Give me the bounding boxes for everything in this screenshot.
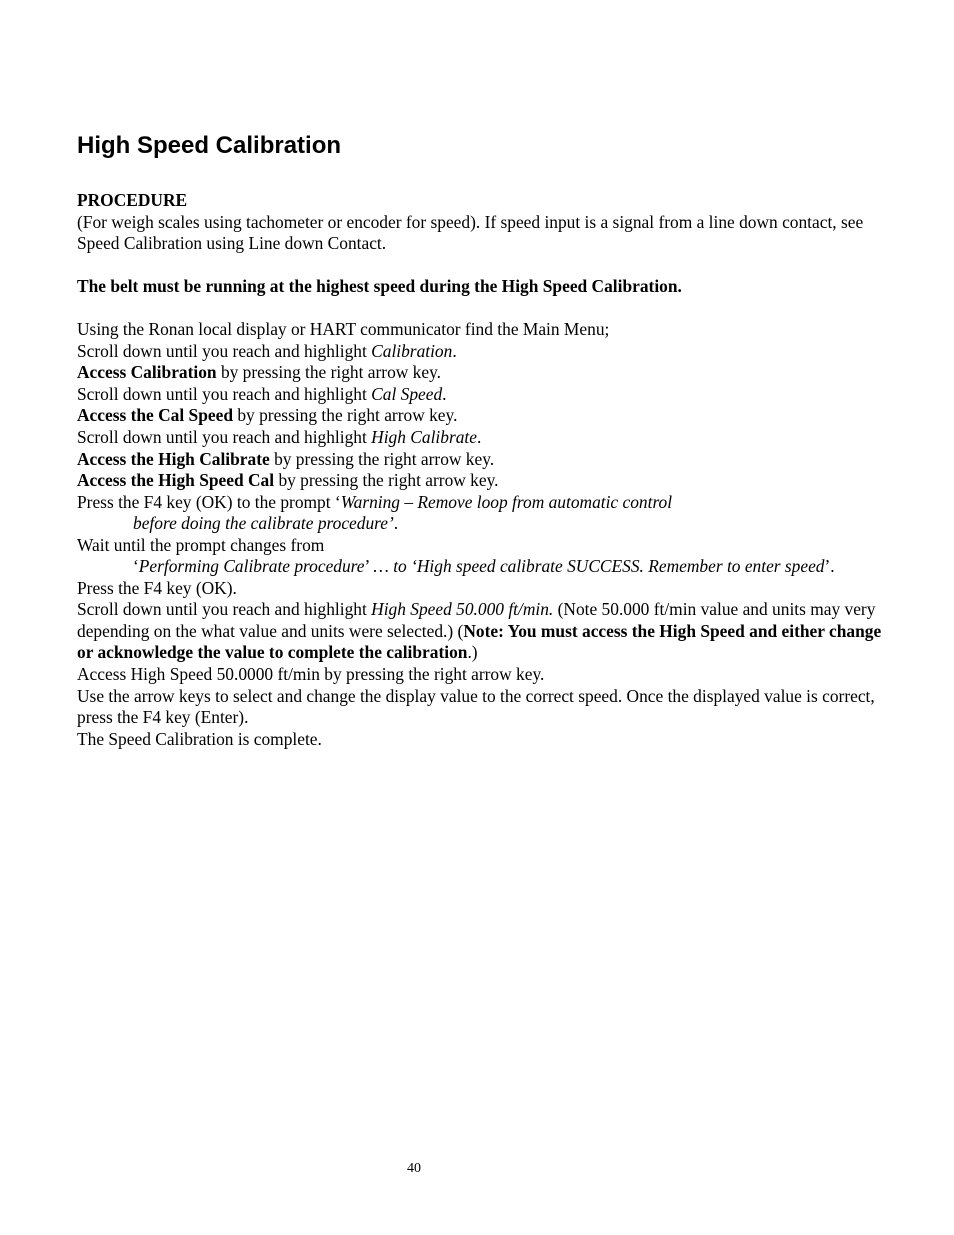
spacer <box>77 298 887 320</box>
step-highlight-cal-speed: Scroll down until you reach and highlight Cal Speed. <box>77 383 447 404</box>
step-highlight-high-calibrate: Scroll down until you reach and highlight High Calibrate. <box>77 427 482 448</box>
step-press-f4-warning-cont: before doing the calibrate procedure’. <box>133 513 399 534</box>
warning-note: The belt must be running at the highest speed during the High Speed Calibration. <box>77 276 682 297</box>
procedure-body <box>77 190 887 750</box>
intro-paragraph: (For weigh scales using tachometer or encoder for speed). If speed input is a signal from a line down contact, see Speed Calibration using Line down Contact. <box>77 211 864 254</box>
section-heading: High Speed Calibration <box>77 132 342 159</box>
step-access-calibration: Access Calibration by pressing the right arrow key. <box>77 362 442 383</box>
step-access-high-speed-cal: Access the High Speed Cal by pressing the right arrow key. <box>77 470 499 491</box>
step-highlight-calibration: Scroll down until you reach and highlight Calibration. <box>77 340 457 361</box>
step-prompt-messages: ‘Performing Calibrate procedure’ … to ‘High speed calibrate SUCCESS. Remember to enter speed’. <box>133 556 835 577</box>
procedure-label: PROCEDURE <box>77 190 188 210</box>
step-access-high-speed: Access High Speed 50.0000 ft/min by pressing the right arrow key. <box>77 664 545 685</box>
step-change-value: Use the arrow keys to select and change the display value to the correct speed. Once the displayed value is correct, press the F4 key (Enter). <box>77 685 875 728</box>
step-wait-prompt: Wait until the prompt changes from <box>77 534 325 555</box>
step-access-cal-speed: Access the Cal Speed by pressing the right arrow key. <box>77 405 458 426</box>
spacer <box>77 255 887 277</box>
step-press-f4-warning: Press the F4 key (OK) to the prompt ‘Warning – Remove loop from automatic control <box>77 491 673 512</box>
step-complete: The Speed Calibration is complete. <box>77 728 322 749</box>
page-number: 40 <box>407 1161 421 1176</box>
step-highlight-high-speed: Scroll down until you reach and highlight High Speed 50.000 ft/min. (Note 50.000 ft/min value and units may very depending on the what value and units were selected.) (Note: You must access the High Speed and either change or acknowledge the value to complete the calibration.) <box>77 599 882 663</box>
step-press-f4-ok: Press the F4 key (OK). <box>77 577 237 598</box>
step-find-main-menu: Using the Ronan local display or HART communicator find the Main Menu; <box>77 319 610 340</box>
step-access-high-calibrate: Access the High Calibrate by pressing the right arrow key. <box>77 448 495 469</box>
